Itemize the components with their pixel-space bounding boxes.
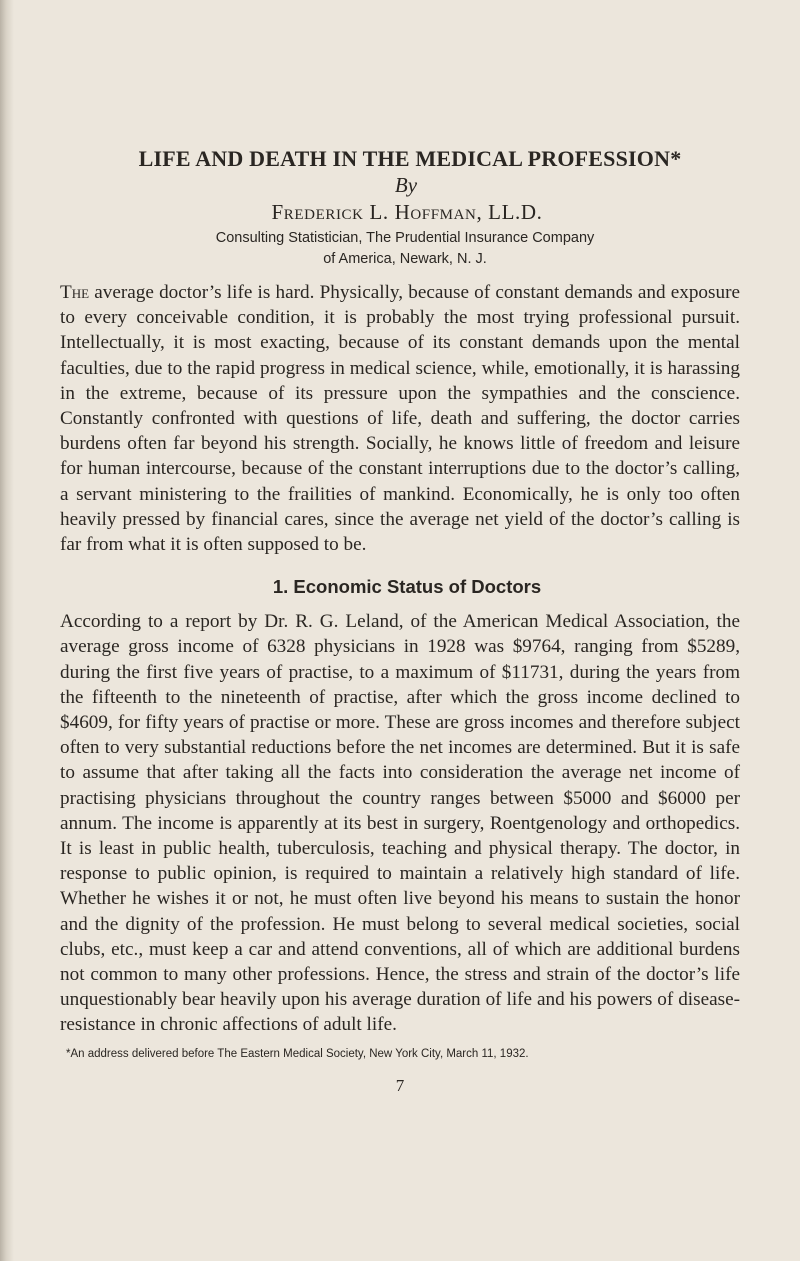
affiliation-line-2: of America, Newark, N. J. — [323, 251, 487, 267]
affiliation-line-1: Consulting Statistician, The Prudential Insurance Company — [215, 230, 595, 246]
intro-lead-word: The — [60, 282, 90, 303]
intro-paragraph — [60, 280, 740, 557]
document-page — [60, 146, 740, 1096]
author-affiliation — [60, 228, 740, 270]
author-name: Frederick L. Hoffman, LL.D. — [271, 200, 543, 224]
page-number: 7 — [395, 1075, 405, 1095]
section-heading: 1. Economic Status of Doctors — [272, 576, 542, 598]
section-paragraph: According to a report by Dr. R. G. Leland, of the American Medical Association, the average gross income of 6328 physicians in 1928 was $9764, ranging from $5289, during the first five years of practise, to a maximum of $11731, during the years from the fifteenth to the nineteenth of practise, after which the gross income declined to $4609, for fifty years of practise or more. These are gross incomes and therefore subject often to very substantial reductions before the net incomes are determined. But it is safe to assume that after taking all the facts into consideration the average net income of practising physicians throughout the country ranges between $5000 and $6000 per annum. The income is apparently at its best in surgery, Roentgenology and orthopedics. It is least in public health, tuberculosis, teaching and physical therapy. The doctor, in response to public opinion, is required to maintain a relatively high standard of life. Whether he wishes it or not, he must often live beyond his means to sustain the honor and the dignity of the profession. He must belong to several medical societies, social clubs, etc., must keep a car and attend conventions, all of which are additional burdens not common to many other professions. Hence, the stress and strain of the doctor’s life unquestionably bear heavily upon his average duration of life and his powers of disease-resistance in chronic affections of adult life. — [60, 611, 740, 1036]
page-binding-edge — [0, 0, 14, 1261]
intro-text: average doctor’s life is hard. Physically, because of constant demands and exposure to every conceivable condition, it is probably the most trying professional pursuit. Intellectually, it is most exacting, because of its constant demands upon the mental faculties, due to the rapid progress in medical science, while, emotionally, it is harassing in the extreme, because of its pressure upon the sympathies and the conscience. Constantly confronted with questions of life, death and suffering, the doctor carries burdens often far beyond his strength. Socially, he knows little of freedom and leisure for human intercourse, because of the constant interruptions due to the doctor’s calling, a servant ministering to the frailities of mankind. Economically, he is only too often heavily pressed by financial cares, since the average net yield of the doctor’s calling is far from what it is often supposed to be. — [60, 282, 740, 556]
article-title: LIFE AND DEATH IN THE MEDICAL PROFESSION* — [138, 146, 682, 171]
byline: By — [394, 173, 418, 197]
footnote: *An address delivered before The Eastern Medical Society, New York City, March 11, 1932. — [66, 1047, 529, 1060]
